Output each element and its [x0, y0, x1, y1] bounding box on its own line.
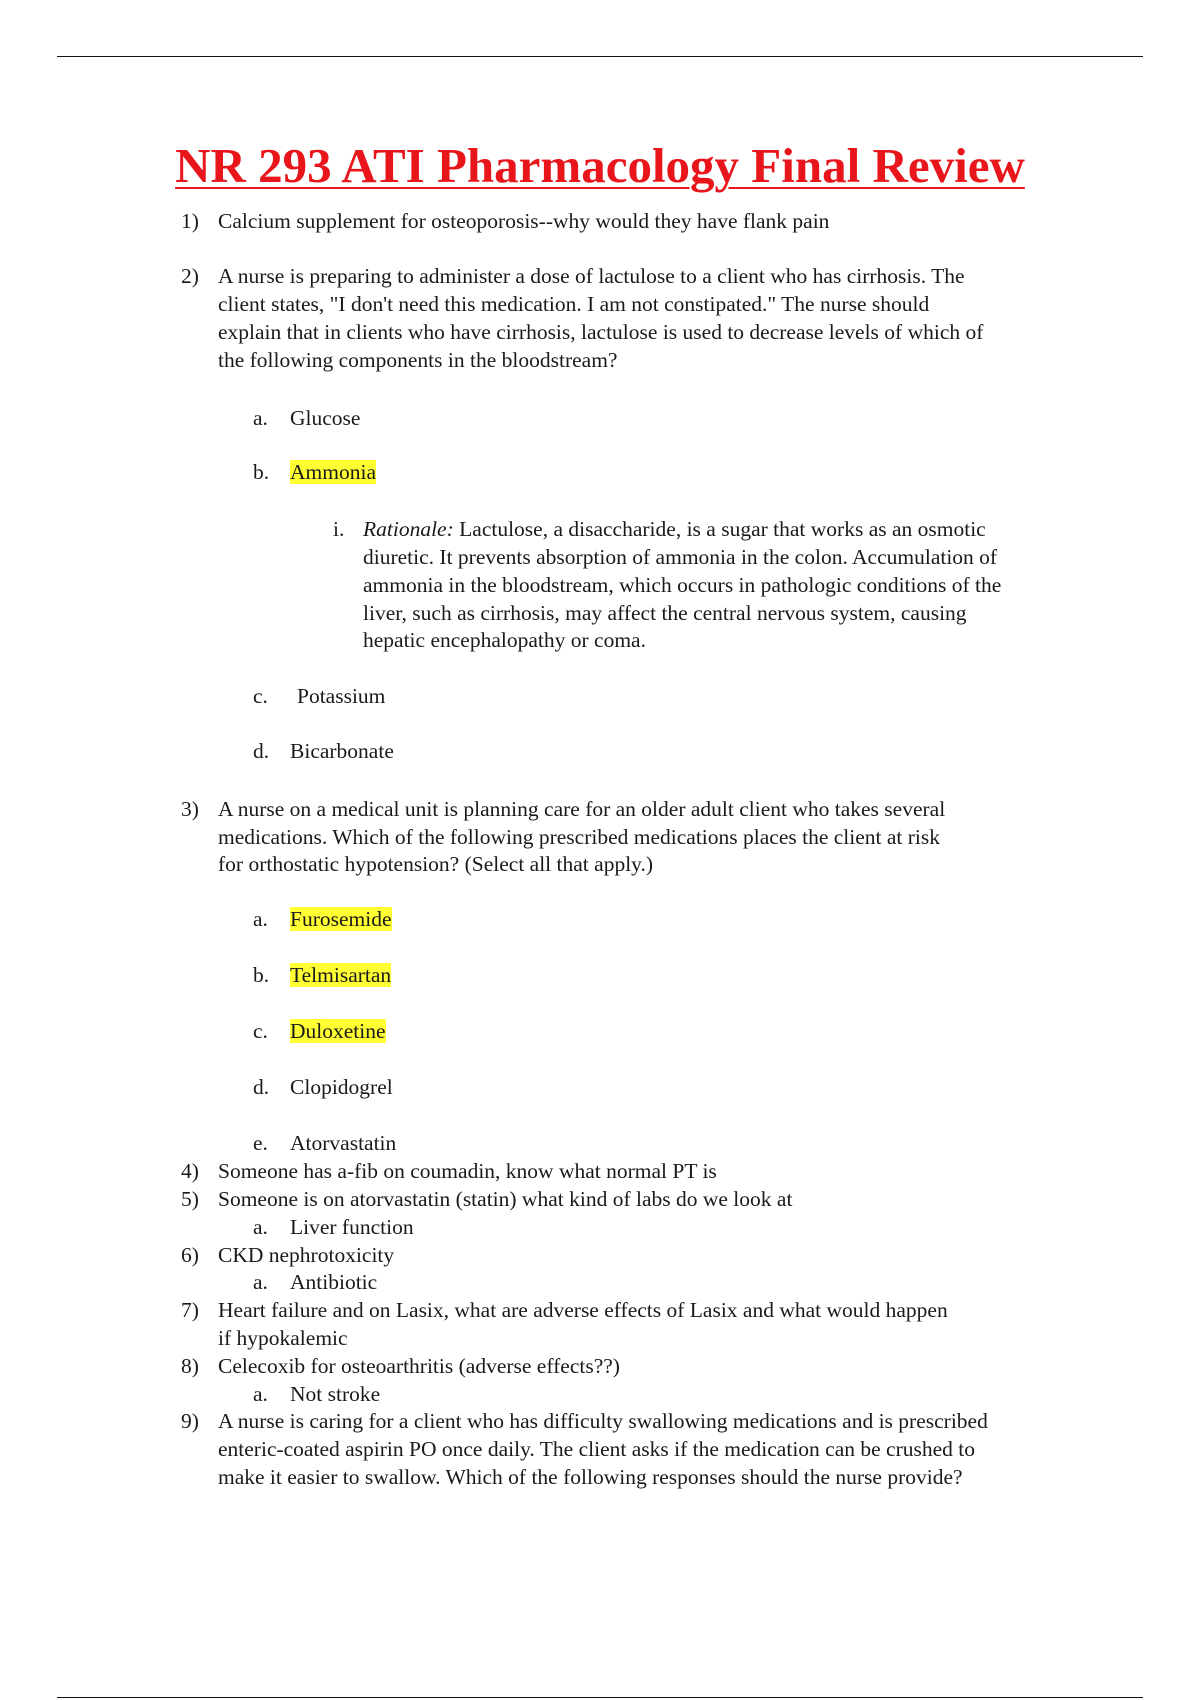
question-2-number: 2) [181, 264, 199, 288]
question-5-text: Someone is on atorvastatin (statin) what kind of labs do we look at [218, 1187, 793, 1211]
question-7-line: if hypokalemic [218, 1326, 348, 1350]
q3-option-atorvastatin: Atorvastatin [290, 1131, 397, 1155]
question-2-line: client states, "I don't need this medication. I am not constipated." The nurse should [218, 292, 930, 316]
rationale-line [363, 515, 986, 543]
question-1-number: 1) [181, 209, 199, 233]
rationale-line: ammonia in the bloodstream, which occurs in pathologic conditions of the [363, 573, 1002, 597]
question-9-line: enteric-coated aspirin PO once daily. The client asks if the medication can be crushed to [218, 1437, 976, 1461]
rationale-line: diuretic. It prevents absorption of ammonia in the colon. Accumulation of [363, 545, 998, 569]
question-1-text: Calcium supplement for osteoporosis--why would they have flank pain [218, 209, 830, 233]
rationale-line: hepatic encephalopathy or coma. [363, 628, 646, 652]
question-7-number: 7) [181, 1298, 199, 1322]
q2-option-letter: d. [253, 739, 270, 763]
question-3-line: medications. Which of the following prescribed medications places the client at risk [218, 825, 941, 849]
q2-option-glucose: Glucose [290, 406, 361, 430]
question-8-number: 8) [181, 1354, 199, 1378]
q6-sub-text: Antibiotic [290, 1270, 378, 1294]
question-6-text: CKD nephrotoxicity [218, 1243, 395, 1267]
q8-sub-text: Not stroke [290, 1382, 381, 1406]
question-3-number: 3) [181, 797, 199, 821]
question-2-line: explain that in clients who have cirrhosis, lactulose is used to decrease levels of which of [218, 320, 984, 344]
q5-sub-letter: a. [253, 1215, 268, 1239]
q3-option-letter: e. [253, 1131, 268, 1155]
question-4-number: 4) [181, 1159, 199, 1183]
q3-option-telmisartan-highlighted: Telmisartan [290, 963, 392, 987]
question-3-line: A nurse on a medical unit is planning care for an older adult client who takes several [218, 797, 946, 821]
q8-sub-letter: a. [253, 1382, 268, 1406]
question-4-text: Someone has a-fib on coumadin, know what normal PT is [218, 1159, 717, 1183]
q3-option-clopidogrel: Clopidogrel [290, 1075, 393, 1099]
q3-option-letter: a. [253, 907, 268, 931]
q2-option-letter: c. [253, 684, 268, 708]
q6-sub-letter: a. [253, 1270, 268, 1294]
q3-option-duloxetine-highlighted: Duloxetine [290, 1019, 386, 1043]
q3-option-letter: d. [253, 1075, 270, 1099]
rationale-label: Rationale: [363, 517, 454, 541]
question-3-line: for orthostatic hypotension? (Select all that apply.) [218, 852, 654, 876]
rationale-number: i. [333, 517, 345, 541]
q2-option-ammonia-highlighted: Ammonia [290, 460, 376, 484]
footer-rule [57, 1697, 1143, 1698]
rationale-first-line: Lactulose, a disaccharide, is a sugar that works as an osmotic [453, 517, 986, 541]
question-2-line: the following components in the bloodstream? [218, 348, 618, 372]
question-5-number: 5) [181, 1187, 199, 1211]
q3-option-furosemide-highlighted: Furosemide [290, 907, 392, 931]
rationale-line: liver, such as cirrhosis, may affect the central nervous system, causing [363, 601, 967, 625]
q5-sub-text: Liver function [290, 1215, 414, 1239]
q2-option-letter: b. [253, 460, 270, 484]
question-8-text: Celecoxib for osteoarthritis (adverse effects??) [218, 1354, 620, 1378]
question-9-number: 9) [181, 1409, 199, 1433]
q3-option-letter: b. [253, 963, 270, 987]
question-9-line: A nurse is caring for a client who has difficulty swallowing medications and is prescribed [218, 1409, 988, 1433]
question-6-number: 6) [181, 1243, 199, 1267]
q3-option-letter: c. [253, 1019, 268, 1043]
q2-option-potassium: Potassium [297, 684, 386, 708]
q2-option-letter: a. [253, 406, 268, 430]
q2-option-bicarbonate: Bicarbonate [290, 739, 394, 763]
question-9-line: make it easier to swallow. Which of the following responses should the nurse provide? [218, 1465, 963, 1489]
question-7-line: Heart failure and on Lasix, what are adverse effects of Lasix and what would happen [218, 1298, 948, 1322]
document-title: NR 293 ATI Pharmacology Final Review [175, 138, 1025, 193]
question-2-line: A nurse is preparing to administer a dose of lactulose to a client who has cirrhosis. The [218, 264, 965, 288]
